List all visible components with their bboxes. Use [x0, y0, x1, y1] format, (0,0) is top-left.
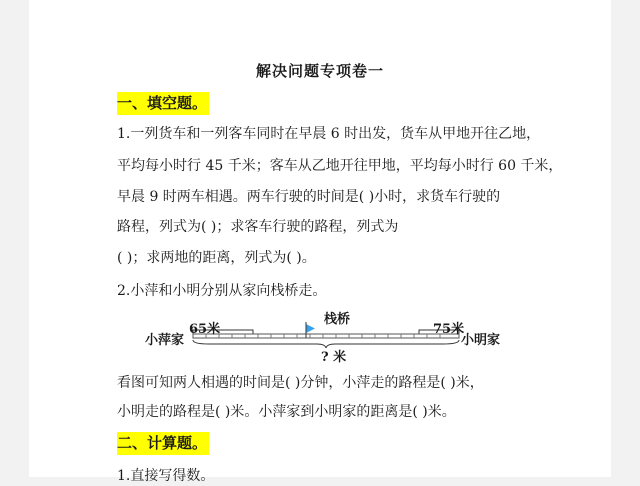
question-1-line-1: 1.一列货车和一列客车同时在早晨 6 时出发，货车从甲地开往乙地， [117, 126, 541, 142]
question-1-line-4: 路程，列式为( )；求客车行驶的路程，列式为 [117, 219, 399, 235]
worksheet-page [29, 0, 611, 484]
left-home-label: 小萍家 [145, 333, 185, 348]
page-title: 解决问题专项卷一 [255, 62, 384, 80]
section-heading-calculation: 二、计算题。 [117, 432, 209, 455]
bridge-flag-icon [306, 324, 315, 333]
question-1-line-5: ( )；求两地的距离，列式为( )。 [117, 250, 316, 266]
right-home-label: 小明家 [461, 333, 501, 348]
unknown-distance-label: ? 米 [321, 350, 347, 365]
right-distance-label: 75米 [433, 322, 465, 337]
bridge-label: 栈桥 [324, 312, 351, 327]
left-distance-label: 65米 [189, 322, 221, 337]
question-1-line-2: 平均每小时行 45 千米；客车从乙地开往甲地，平均每小时行 60 千米， [117, 158, 563, 174]
section-heading-fill-blank: 一、填空题。 [117, 92, 209, 115]
line-segment-diagram [145, 310, 529, 370]
question-3-partial: 1.直接写得数。 [117, 468, 215, 484]
question-1-line-3: 早晨 9 时两车相遇。两车行驶的时间是( )小时，求货车行驶的 [117, 189, 501, 205]
road-segment [193, 334, 459, 338]
question-2-intro: 2.小萍和小明分别从家向栈桥走。 [117, 283, 327, 299]
question-2-line-2: 小明走的路程是( )米。小萍家到小明家的距离是( )米。 [117, 404, 456, 420]
question-2-line-1: 看图可知两人相遇的时间是( )分钟，小萍走的路程是( )米， [117, 375, 484, 391]
